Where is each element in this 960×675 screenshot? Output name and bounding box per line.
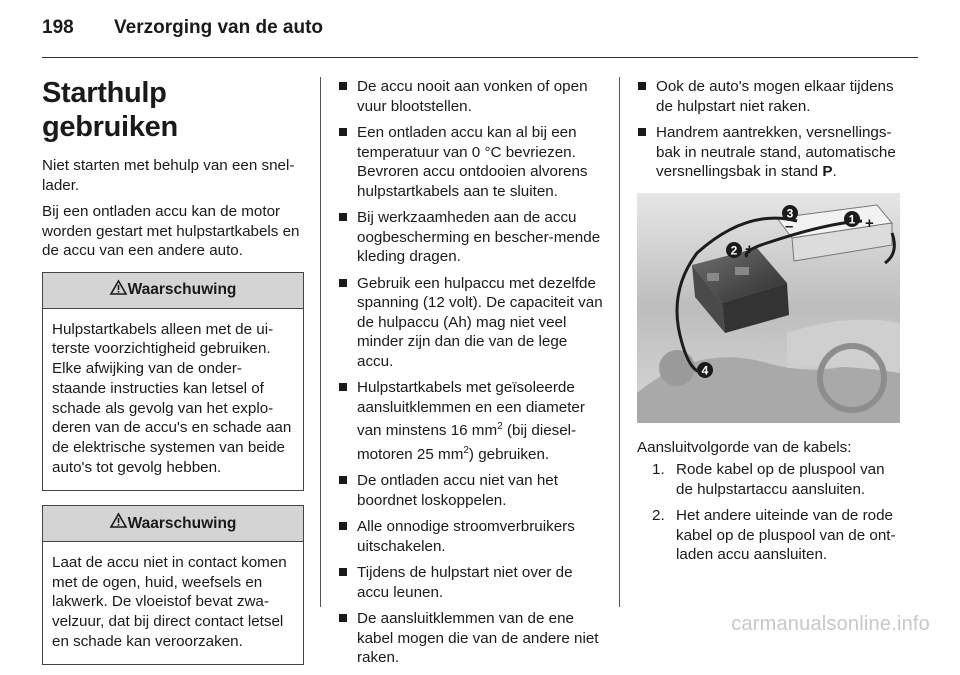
- warning-heading: Waarschuwing: [127, 281, 237, 299]
- svg-text:1: 1: [848, 212, 856, 226]
- svg-text:4: 4: [701, 363, 709, 377]
- step-item: [652, 506, 903, 565]
- list-item-text: Gebruik een hulpaccu met dezelfde spanning (12 volt). De capaciteit van de hulpaccu (Ah) mag niet veel minder zijn dan die van de lege accu.: [357, 274, 603, 370]
- list-item: [338, 563, 604, 602]
- step-text: Rode kabel op de pluspool van de hulpstartaccu aansluiten.: [676, 461, 885, 498]
- gear-position-p: P: [822, 163, 833, 180]
- step-number: 1.: [652, 461, 665, 478]
- bullet-list: [637, 77, 903, 182]
- list-item: [338, 517, 604, 556]
- bullet-square-icon: [339, 82, 347, 90]
- plus-sign: +: [745, 240, 754, 258]
- svg-text:2: 2: [730, 243, 738, 257]
- step-item: [652, 460, 903, 499]
- warning-box: [42, 272, 304, 491]
- bullet-square-icon: [638, 82, 646, 90]
- plus-sign: +: [865, 214, 874, 232]
- minus-sign: –: [785, 217, 794, 235]
- list-item-text: De ontladen accu niet van het boordnet loskoppelen.: [357, 472, 558, 509]
- bullet-list: [338, 77, 604, 668]
- superscript: 2: [463, 444, 469, 456]
- list-item-text: Ook de auto's mogen elkaar tijdens de hulpstart niet raken.: [656, 78, 894, 115]
- callout-1: [844, 211, 860, 227]
- page-header: [42, 17, 323, 47]
- step-text: Het andere uiteinde van de rode kabel op de pluspool van de ont-laden accu aansluiten.: [676, 507, 896, 563]
- warning-header: [43, 273, 303, 309]
- bullet-square-icon: [339, 614, 347, 622]
- warning-heading: Waarschuwing: [127, 514, 237, 532]
- bullet-square-icon: [339, 568, 347, 576]
- warning-header: [43, 506, 303, 542]
- numbered-steps: [637, 460, 903, 565]
- text-run: Hulpstartkabels met geïsoleerde aansluitklemmen en een diameter van minstens 16 mm: [357, 379, 585, 440]
- text-run: (bij diesel-motoren 25 mm: [357, 422, 577, 463]
- callout-4: [697, 362, 713, 378]
- bullet-square-icon: [339, 522, 347, 530]
- section-title: Starthulp gebruiken: [42, 77, 178, 143]
- list-item-text: De aansluitklemmen van de ene kabel mogen die van de andere niet raken.: [357, 610, 599, 667]
- warning-text: Hulpstartkabels alleen met de ui-terste voorzichtigheid gebruiken. Elke afwijking van de onder-staande instructies kan letsel of schade als gevolg van het explo-deren van de accu's en schade aan de elektrische systemen van beide auto's tot gevolg hebben.: [52, 320, 292, 477]
- column-2: [338, 77, 604, 675]
- list-item: [338, 378, 604, 464]
- text-run: ) gebruiken.: [468, 445, 550, 463]
- bullet-square-icon: [339, 128, 347, 136]
- list-item-text: [656, 124, 896, 180]
- paragraph: Niet starten met behulp van een snel-lader.: [42, 157, 295, 194]
- warning-box: [42, 505, 304, 665]
- list-item-text: Alle onnodige stroomverbruikers uitschakelen.: [357, 518, 575, 555]
- list-item: [338, 123, 604, 201]
- warning-triangle-icon: [110, 280, 127, 301]
- list-item: [637, 77, 903, 116]
- list-item-text: Een ontladen accu kan al bij een temperatuur van 0 °C bevriezen. Bevroren accu ontdooien alvorens hulpstartkabels aan te sluiten.: [357, 124, 588, 200]
- column-divider: [320, 77, 321, 607]
- list-item-text: Bij werkzaamheden aan de accu oogbescherming en bescher-mende kleding dragen.: [357, 209, 601, 265]
- bullet-square-icon: [339, 476, 347, 484]
- text-run: Handrem aantrekken, versnellings-bak in neutrale stand, automatische versnellingsbak in stand: [656, 124, 896, 180]
- watermark: carmanualsonline.info: [731, 613, 930, 635]
- text-run: .: [832, 163, 837, 180]
- callout-2: [726, 242, 742, 258]
- paragraph: Bij een ontladen accu kan de motor worden gestart met hulpstartkabels en de accu van een andere auto.: [42, 203, 300, 259]
- list-item-text: De accu nooit aan vonken of open vuur blootstellen.: [357, 78, 588, 115]
- superscript: 2: [497, 421, 503, 432]
- bullet-square-icon: [339, 279, 347, 287]
- list-item: [338, 471, 604, 510]
- list-item: [338, 208, 604, 267]
- svg-text:3: 3: [786, 206, 794, 220]
- column-3: [637, 77, 903, 572]
- list-item: [338, 77, 604, 116]
- list-item-text: Tijdens de hulpstart niet over de accu leunen.: [357, 564, 573, 601]
- list-item-text: [357, 379, 585, 463]
- bullet-square-icon: [339, 213, 347, 221]
- figure-caption: Aansluitvolgorde van de kabels:: [637, 438, 852, 456]
- list-item: [637, 123, 903, 182]
- list-item: [338, 274, 604, 372]
- jump-start-illustration: [637, 193, 900, 423]
- bullet-square-icon: [339, 383, 347, 391]
- engine-bay-photo: [637, 193, 900, 423]
- chapter-title: Verzorging van de auto: [114, 17, 324, 38]
- list-item: [338, 609, 604, 668]
- warning-text: Laat de accu niet in contact komen met de ogen, huid, weefsels en lakwerk. De vloeistof bevat zwa-velzuur, dat bij direct contact letsel en schade kan veroorzaken.: [52, 553, 287, 651]
- column-divider: [619, 77, 620, 607]
- page-number: 198: [42, 17, 74, 38]
- header-divider: [42, 57, 918, 58]
- bullet-square-icon: [638, 128, 646, 136]
- column-1: [42, 72, 304, 665]
- step-number: 2.: [652, 507, 665, 524]
- warning-triangle-icon: [110, 513, 127, 534]
